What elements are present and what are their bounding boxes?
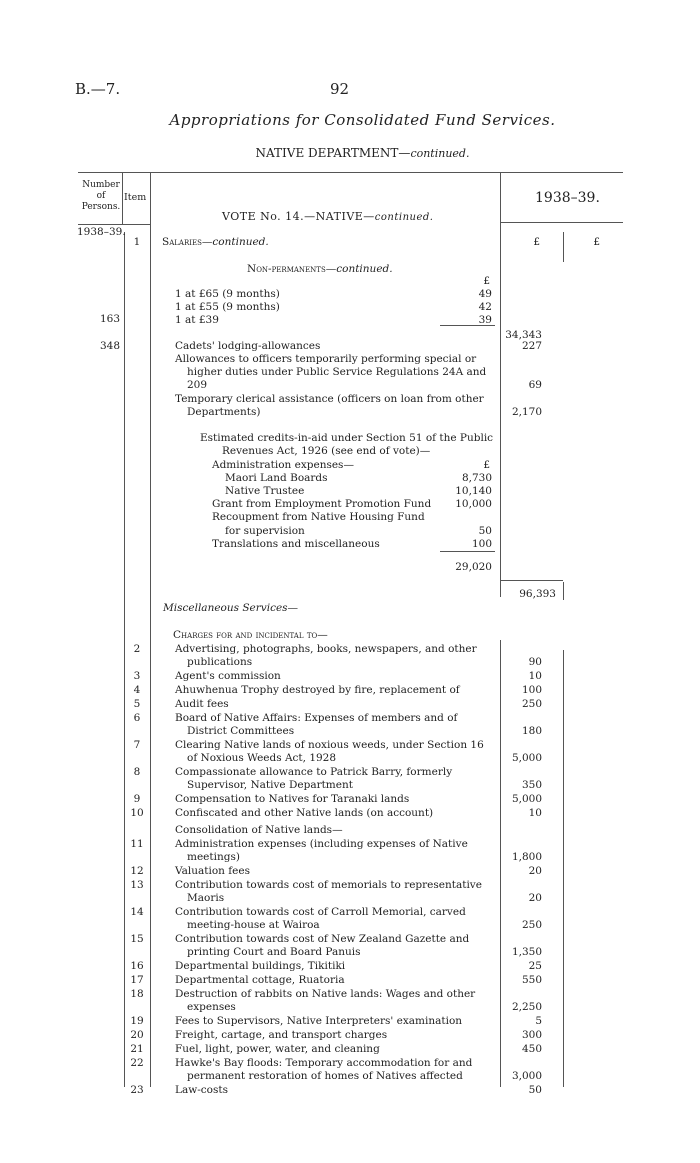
item-amount: 90 <box>528 656 542 668</box>
item-description: Board of Native Affairs: Expenses of members and of <box>175 712 458 724</box>
item-description: Compensation to Natives for Taranaki lands <box>175 793 410 805</box>
nonperm-label: 1 at £55 (9 months) <box>175 301 280 313</box>
column-header-persons: Number of Persons. <box>81 180 121 212</box>
item-description: Supervisor, Native Department <box>187 779 353 791</box>
amount-column-divider <box>500 640 501 1087</box>
item-description: Hawke's Bay floods: Temporary accommodation for and <box>175 1057 473 1069</box>
item-number: 10 <box>130 807 144 819</box>
document-reference: B.—7. <box>75 80 121 98</box>
persons-column-divider <box>124 232 125 1087</box>
item-number: 3 <box>133 670 141 682</box>
salaries-heading <box>162 236 269 248</box>
line-label: Departments) <box>187 406 261 418</box>
persons-column-divider-top <box>122 172 123 224</box>
item-description: Compassionate allowance to Patrick Barry, formerly <box>175 766 453 778</box>
salaries-label: Salaries <box>162 236 202 248</box>
item-number: 22 <box>130 1057 144 1069</box>
year-header-rule <box>500 222 623 223</box>
vote-continued: continued. <box>374 212 434 223</box>
item-amount: 20 <box>528 892 542 904</box>
item-amount: 250 <box>521 919 542 931</box>
charges-heading: Charges for and incidental to— <box>173 629 328 641</box>
item-description: Audit fees <box>175 698 229 710</box>
persons-count: 163 <box>99 313 120 325</box>
item-amount: 50 <box>528 1084 542 1096</box>
page-title: Appropriations for Consolidated Fund Services. <box>169 111 556 129</box>
item-number: 21 <box>130 1043 144 1055</box>
item-number: 5 <box>133 698 141 710</box>
pound-sign: £ <box>533 236 540 248</box>
item-description: Advertising, photographs, books, newspapers, and other <box>175 643 477 655</box>
nonperm-label: 1 at £39 <box>175 314 219 326</box>
line-label: Allowances to officers temporarily performing special or <box>175 353 477 365</box>
item-description: Departmental cottage, Ruatoria <box>175 974 345 986</box>
nonpermanents-label: Non-permanents <box>247 263 326 275</box>
amount-value: 69 <box>528 379 542 391</box>
item-description: permanent restoration of homes of Natives affected <box>187 1070 463 1082</box>
line-label: Temporary clerical assistance (officers on loan from other <box>175 393 484 405</box>
item-amount: 1,800 <box>511 851 542 863</box>
amount-value: 227 <box>521 340 542 352</box>
credit-value: 50 <box>478 525 492 537</box>
nonperm-label: 1 at £65 (9 months) <box>175 288 280 300</box>
line-label: Cadets' lodging-allowances <box>175 340 321 352</box>
item-number: 9 <box>133 793 141 805</box>
line-label: 209 <box>187 379 208 391</box>
credit-value: 8,730 <box>461 472 492 484</box>
amount-value: 29,020 <box>455 561 492 573</box>
credit-label: Translations and miscellaneous <box>212 538 380 550</box>
item-description: Administration expenses (including expenses of Native <box>175 838 468 850</box>
item-description: Departmental buildings, Tikitiki <box>175 960 346 972</box>
item-amount: 180 <box>521 725 542 737</box>
amount-value: 96,393 <box>519 588 556 600</box>
item-amount: 10 <box>528 670 542 682</box>
credit-label: Grant from Employment Promotion Fund <box>212 498 432 510</box>
consolidation-heading: Consolidation of Native lands— <box>175 824 343 836</box>
item-amount: 2,250 <box>511 1001 542 1013</box>
salaries-continued: —continued. <box>201 236 269 248</box>
persons-count: 348 <box>99 340 120 352</box>
pound-sign: £ <box>593 236 600 248</box>
item-number: 14 <box>130 906 144 918</box>
persons-header-rule <box>78 224 150 225</box>
nonperm-value: 39 <box>478 314 492 326</box>
subtotal-rule <box>440 551 495 552</box>
pound-sign: £ <box>483 275 490 287</box>
item-description: Law-costs <box>175 1084 228 1096</box>
page-number: 92 <box>330 80 350 98</box>
item-amount: 10 <box>528 807 542 819</box>
item-description: meetings) <box>187 851 240 863</box>
line-label: Administration expenses— <box>212 459 354 471</box>
item-description: expenses <box>187 1001 236 1013</box>
item-number: 17 <box>130 974 144 986</box>
item-amount: 5 <box>535 1015 542 1027</box>
item-number: 13 <box>130 879 144 891</box>
item-description: Destruction of rabbits on Native lands: Wages and other <box>175 988 476 1000</box>
item-number: 2 <box>133 643 141 655</box>
item-description: Ahuwhenua Trophy destroyed by fire, replacement of <box>175 684 460 696</box>
total-rule <box>500 580 563 581</box>
item-amount: 250 <box>521 698 542 710</box>
pound-sign: £ <box>483 459 490 471</box>
item-number: 12 <box>130 865 144 877</box>
credit-value: 100 <box>471 538 492 550</box>
item-description: Valuation fees <box>175 865 250 877</box>
credit-value: 10,000 <box>455 498 492 510</box>
item-number: 7 <box>133 739 141 751</box>
persons-year-label: 1938–39. <box>77 226 126 238</box>
item-description: publications <box>187 656 253 668</box>
item-number: 16 <box>130 960 144 972</box>
item-description: Confiscated and other Native lands (on account) <box>175 807 434 819</box>
item-number: 19 <box>130 1015 144 1027</box>
item-description: Fuel, light, power, water, and cleaning <box>175 1043 380 1055</box>
nonpermanents-continued: —continued. <box>325 263 393 275</box>
item-description: Clearing Native lands of noxious weeds, under Section 16 <box>175 739 484 751</box>
pounds-column-divider <box>563 650 564 1087</box>
column-header-year: 1938–39. <box>535 190 600 206</box>
item-number: 4 <box>133 684 141 696</box>
item-number: 15 <box>130 933 144 945</box>
item-number: 6 <box>133 712 141 724</box>
credit-label: Native Trustee <box>225 485 305 497</box>
item-description: Maoris <box>187 892 225 904</box>
nonpermanents-heading <box>247 263 393 275</box>
item-description: Fees to Supervisors, Native Interpreters' examination <box>175 1015 463 1027</box>
item-description: Contribution towards cost of memorials to representative <box>175 879 482 891</box>
column-header-item: Item <box>124 192 147 203</box>
nonperm-value: 49 <box>478 288 492 300</box>
item-amount: 5,000 <box>511 752 542 764</box>
credit-value: 10,140 <box>455 485 492 497</box>
vote-heading <box>222 210 433 223</box>
line-label: Revenues Act, 1926 (see end of vote)— <box>222 445 431 457</box>
nonperm-value: 42 <box>478 301 492 313</box>
item-column-divider <box>150 172 151 1087</box>
item-amount: 450 <box>521 1043 542 1055</box>
item-amount: 1,350 <box>511 946 542 958</box>
item-description: Contribution towards cost of New Zealand Gazette and <box>175 933 470 945</box>
table-top-rule <box>78 172 623 173</box>
item-amount: 350 <box>521 779 542 791</box>
misc-heading: Miscellaneous Services— <box>163 602 299 614</box>
item-number: 18 <box>130 988 144 1000</box>
item-amount: 25 <box>528 960 542 972</box>
item-number: 11 <box>130 838 144 850</box>
item-number: 20 <box>130 1029 144 1041</box>
amount-value: 34,343 <box>505 329 542 341</box>
item-amount: 20 <box>528 865 542 877</box>
subtitle-continued: continued. <box>410 147 470 160</box>
item-amount: 300 <box>521 1029 542 1041</box>
line-label: Estimated credits-in-aid under Section 51 of the Public <box>200 432 494 444</box>
item-amount: 550 <box>521 974 542 986</box>
item-description: Agent's commission <box>175 670 281 682</box>
item-amount: 3,000 <box>511 1070 542 1082</box>
vote-label: VOTE No. 14.—NATIVE— <box>222 210 375 223</box>
item-description: Contribution towards cost of Carroll Memorial, carved <box>175 906 466 918</box>
item-description: printing Court and Board Panuis <box>187 946 361 958</box>
credit-label: for supervision <box>225 525 305 537</box>
item-number: 8 <box>133 766 141 778</box>
item-description: District Committees <box>187 725 295 737</box>
item-amount: 100 <box>521 684 542 696</box>
item-number: 23 <box>130 1084 144 1096</box>
credit-label: Recoupment from Native Housing Fund <box>212 511 425 523</box>
item-description: meeting-house at Wairoa <box>187 919 320 931</box>
item-description: Freight, cartage, and transport charges <box>175 1029 388 1041</box>
item-number: 1 <box>133 236 141 248</box>
item-description: of Noxious Weeds Act, 1928 <box>187 752 337 764</box>
line-label: higher duties under Public Service Regulations 24A and <box>187 366 487 378</box>
pounds-column-divider <box>563 582 564 600</box>
subtitle-main: NATIVE DEPARTMENT— <box>255 146 411 160</box>
amount-value: 2,170 <box>511 406 542 418</box>
department-subtitle <box>0 146 700 160</box>
subtotal-rule <box>440 325 495 326</box>
credit-label: Maori Land Boards <box>225 472 328 484</box>
item-amount: 5,000 <box>511 793 542 805</box>
